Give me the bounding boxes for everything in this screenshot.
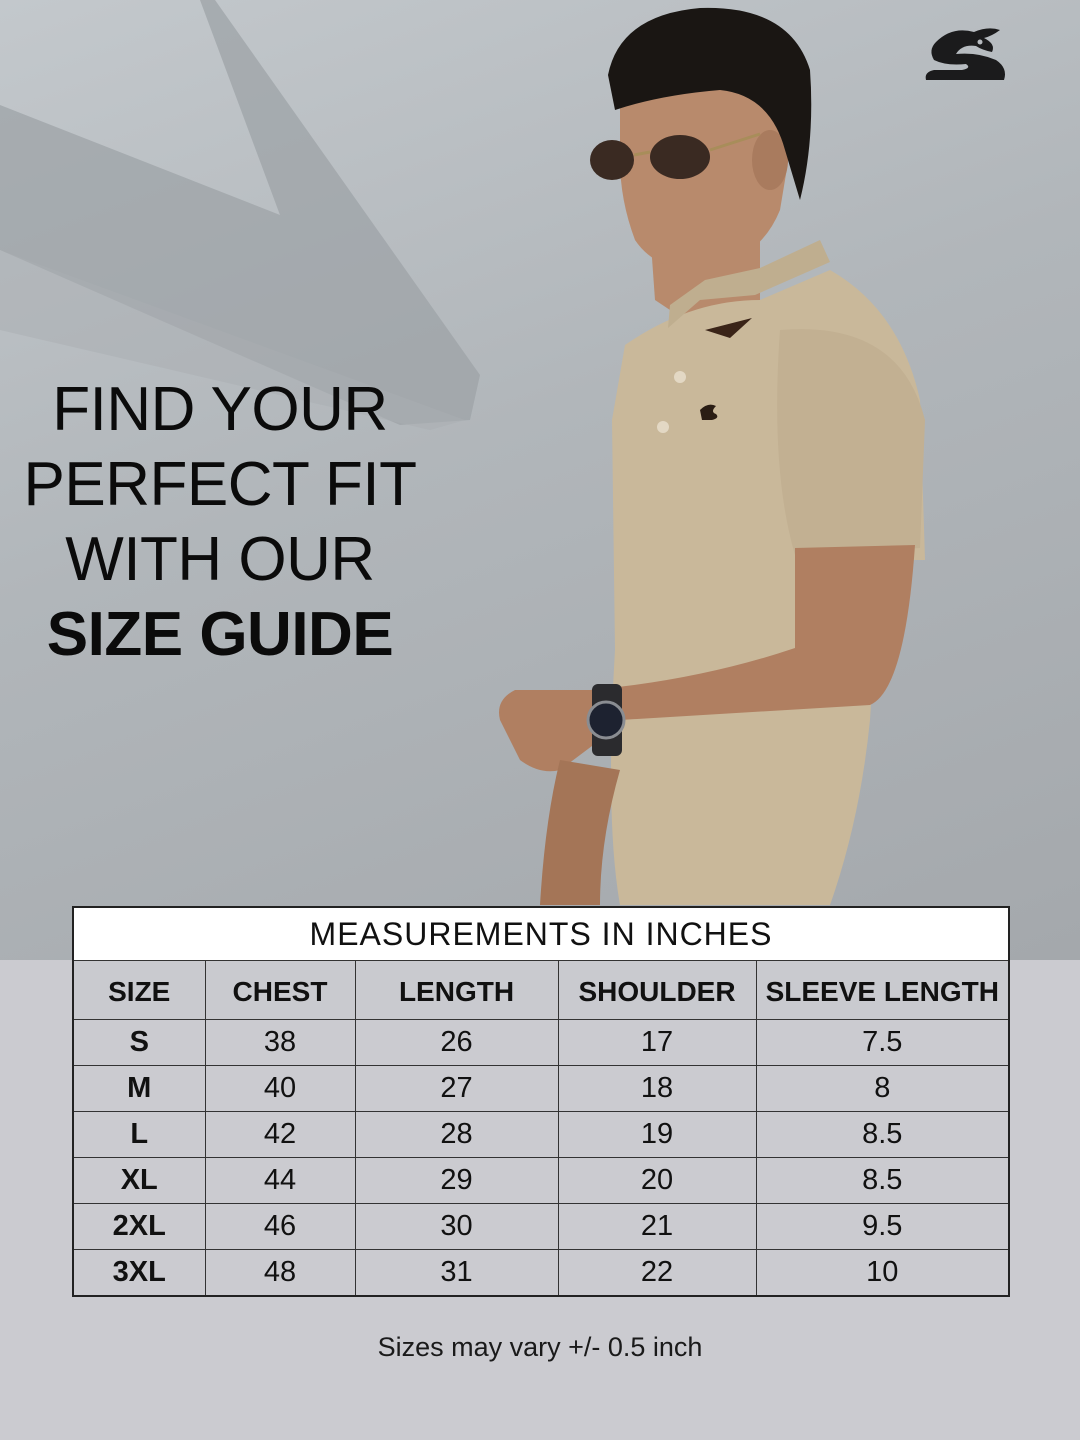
column-header-shoulder: SHOULDER [558, 961, 756, 1020]
column-header-sleeve-length: SLEEVE LENGTH [756, 961, 1009, 1020]
sleeve-length-cell: 10 [756, 1250, 1009, 1297]
size-cell: L [73, 1112, 205, 1158]
size-chart-table [72, 906, 1010, 1297]
headline-line-3: WITH OUR [65, 525, 375, 594]
column-header-size: SIZE [73, 961, 205, 1020]
column-header-chest: CHEST [205, 961, 355, 1020]
shoulder-cell: 20 [558, 1158, 756, 1204]
table-header-row [73, 961, 1009, 1020]
table-row [73, 1158, 1009, 1204]
chest-cell: 48 [205, 1250, 355, 1297]
length-cell: 29 [355, 1158, 558, 1204]
length-cell: 30 [355, 1204, 558, 1250]
rabbit-logo-icon [922, 24, 1010, 86]
headline-line-4: SIZE GUIDE [46, 600, 394, 669]
size-cell: M [73, 1066, 205, 1112]
chest-cell: 40 [205, 1066, 355, 1112]
shoulder-cell: 18 [558, 1066, 756, 1112]
sleeve-length-cell: 7.5 [756, 1020, 1009, 1066]
size-cell: 3XL [73, 1250, 205, 1297]
table-row [73, 1250, 1009, 1297]
length-cell: 28 [355, 1112, 558, 1158]
headline [20, 372, 420, 672]
sleeve-length-cell: 8.5 [756, 1112, 1009, 1158]
shoulder-cell: 19 [558, 1112, 756, 1158]
headline-line-2: PERFECT FIT [23, 450, 417, 519]
column-header-length: LENGTH [355, 961, 558, 1020]
headline-line-1: FIND YOUR [52, 375, 388, 444]
shoulder-cell: 22 [558, 1250, 756, 1297]
length-cell: 27 [355, 1066, 558, 1112]
chest-cell: 44 [205, 1158, 355, 1204]
table-row [73, 1204, 1009, 1250]
size-variance-note: Sizes may vary +/- 0.5 inch [377, 1332, 703, 1362]
sleeve-length-cell: 8 [756, 1066, 1009, 1112]
chest-cell: 38 [205, 1020, 355, 1066]
size-cell: 2XL [73, 1204, 205, 1250]
length-cell: 26 [355, 1020, 558, 1066]
table-caption-row [73, 907, 1009, 961]
chest-cell: 46 [205, 1204, 355, 1250]
length-cell: 31 [355, 1250, 558, 1297]
shoulder-cell: 21 [558, 1204, 756, 1250]
table-caption: MEASUREMENTS IN INCHES [73, 907, 1009, 961]
sleeve-length-cell: 8.5 [756, 1158, 1009, 1204]
table-row [73, 1066, 1009, 1112]
table-row [73, 1112, 1009, 1158]
sleeve-length-cell: 9.5 [756, 1204, 1009, 1250]
table-row [73, 1020, 1009, 1066]
chest-cell: 42 [205, 1112, 355, 1158]
shoulder-cell: 17 [558, 1020, 756, 1066]
size-cell: S [73, 1020, 205, 1066]
size-cell: XL [73, 1158, 205, 1204]
